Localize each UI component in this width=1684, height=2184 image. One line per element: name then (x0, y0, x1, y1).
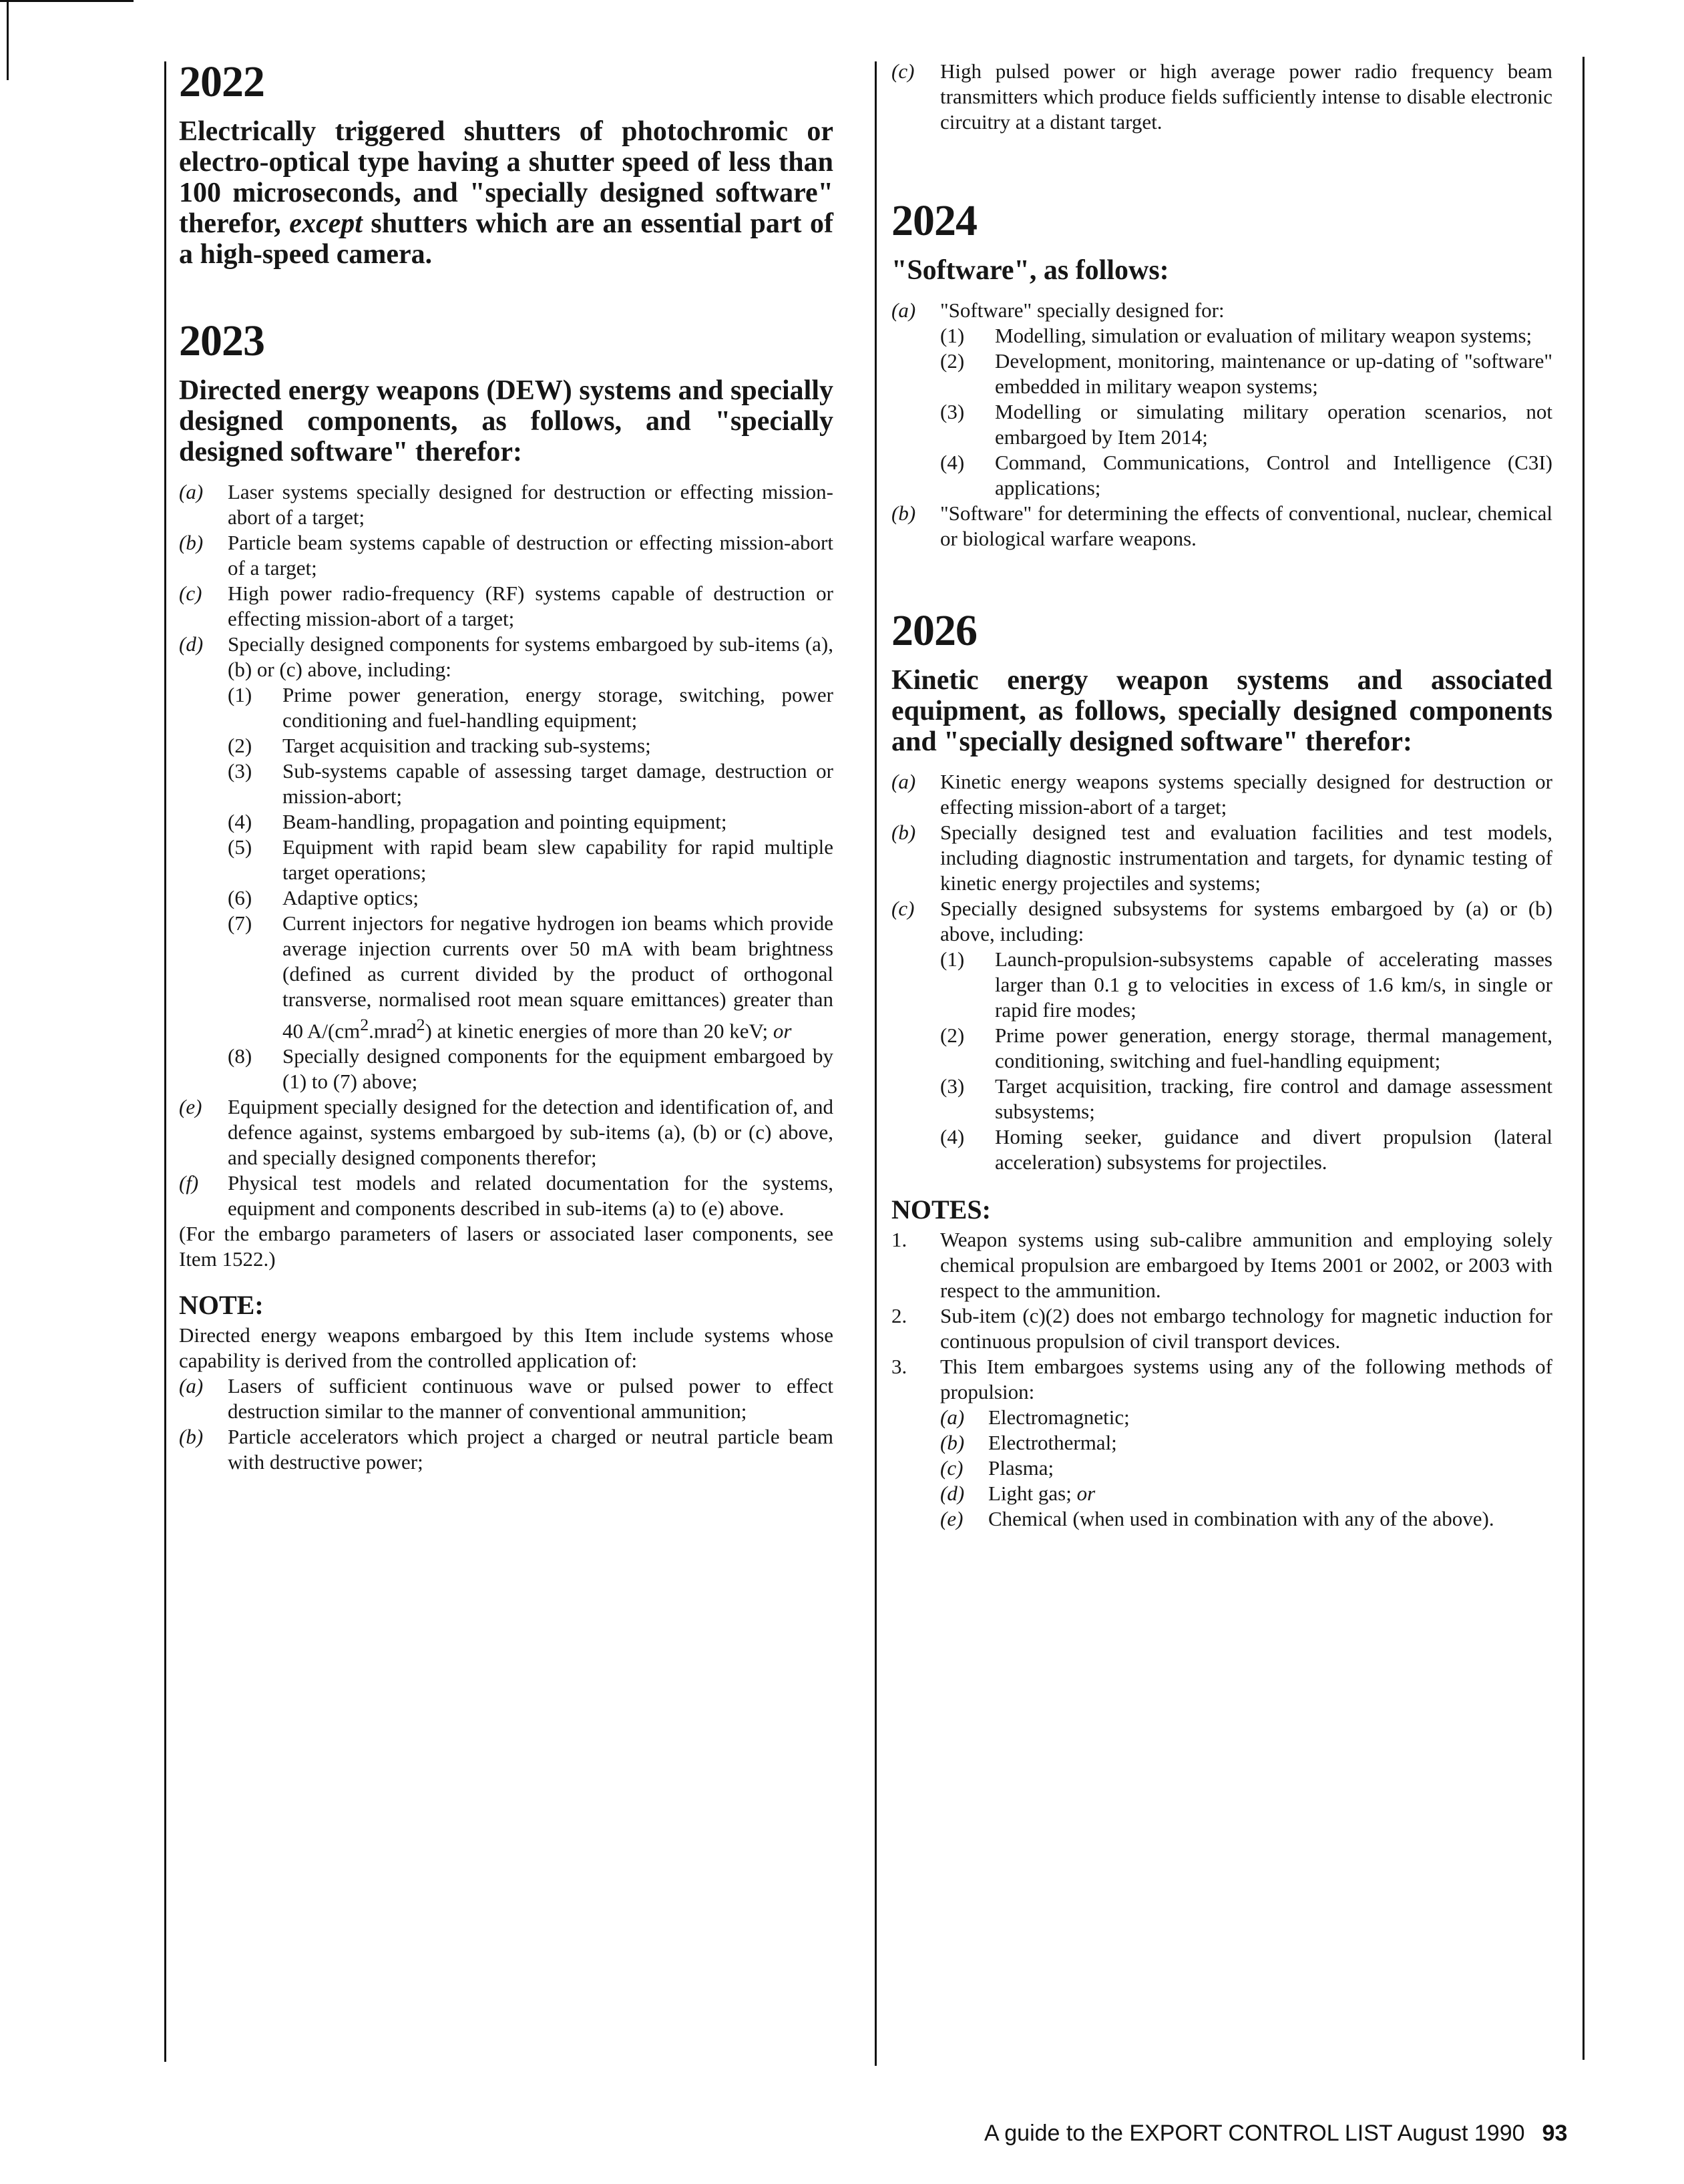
sub-list-item: (4) Command, Communications, Control and Intelligence (C3I) applications; (940, 451, 1552, 499)
section-2026 (891, 606, 1552, 1532)
list-item: (b) Specially designed test and evaluation facilities and test models, including diagnostic instrumentation and targets, for dynamic testing of kinetic energy projectiles and systems; (891, 821, 1552, 895)
note-item: (a) Lasers of sufficient continuous wave or pulsed power to effect destruction similar to the manner of conventional ammunition; (179, 1374, 833, 1424)
item-number: 2026 (891, 606, 977, 655)
list-item: (e) Equipment specially designed for the detection and identification of, and defence against, systems embargoed by sub-items (a), (b) or (c) above, and specially designed components therefor; (179, 1095, 833, 1170)
sub-list-item: (2) Development, monitoring, maintenance or up-dating of "software" embedded in military weapon systems; (940, 349, 1552, 398)
sub-list-item: (e) Chemical (when used in combination with any of the above). (940, 1507, 1494, 1530)
note-item: (c) High pulsed power or high average power radio frequency beam transmitters which produce fields sufficiently intense to disable electronic circuitry at a distant target. (891, 59, 1552, 134)
page-footer (984, 2121, 1567, 2147)
footer-title: A guide to the EXPORT CONTROL LIST August 1990 (984, 2121, 1525, 2146)
list-item: (c) High power radio-frequency (RF) systems capable of destruction or effecting mission-abort of a target; (179, 582, 833, 630)
sub-list-item: (b) Electrothermal; (940, 1431, 1117, 1454)
sub-list-item: (3) Target acquisition, tracking, fire control and damage assessment subsystems; (940, 1074, 1552, 1123)
item-heading: Electrically triggered shutters of photochromic or electro-optical type having a shutter speed of less than 100 microseconds, and "specially designed software" therefor, except shutters which are an essential part of a high-speed camera. (179, 116, 833, 270)
list-item: (b) "Software" for determining the effects of conventional, nuclear, chemical or biological warfare weapons. (891, 501, 1552, 550)
sub-list-item: (6) Adaptive optics; (228, 886, 419, 909)
list-item: (f) Physical test models and related documentation for the systems, equipment and components described in sub-items (a) to (e) above. (179, 1171, 833, 1221)
right-column-rule (1583, 57, 1585, 2060)
note-item: 1. Weapon systems using sub-calibre ammunition and employing solely chemical propulsion are embargoed by Items 2001 or 2002, or 2003 with respect to the ammunition. (891, 1228, 1552, 1302)
sub-list-item: (c) Plasma; (940, 1456, 1054, 1480)
sub-list-item: (3) Sub-systems capable of assessing target damage, destruction or mission-abort; (228, 759, 833, 808)
sub-list-item: (a) Electromagnetic; (940, 1405, 1130, 1429)
top-left-rule (0, 0, 134, 2)
list-item: (a) Laser systems specially designed for destruction or effecting mission-abort of a target; (179, 480, 833, 529)
page-number: 93 (1542, 2121, 1568, 2146)
notes-heading: NOTES: (891, 1194, 991, 1225)
item-number: 2024 (891, 196, 977, 245)
sub-list-item: (8) Specially designed components for the equipment embargoed by (1) to (7) above; (228, 1044, 833, 1094)
note-text: Directed energy weapons embargoed by this Item include systems whose capability is derived from the controlled application of: (179, 1323, 833, 1373)
right-column (891, 59, 1552, 1532)
sub-list-item: (4) Homing seeker, guidance and divert propulsion (lateral acceleration) subsystems for projectiles. (940, 1125, 1552, 1174)
note-item: 3. This Item embargoes systems using any of the following methods of propulsion: (891, 1355, 1552, 1403)
list-item: (a) Kinetic energy weapons systems specially designed for destruction or effecting mission-abort of a target; (891, 770, 1552, 819)
sub-list-item: (1) Modelling, simulation or evaluation of military weapon systems; (940, 324, 1532, 347)
center-column-rule (875, 61, 877, 2066)
sub-list-item: (7) Current injectors for negative hydrogen ion beams which provide average injection currents over 50 mA with beam brightness (defined as current divided by the product of orthogonal transverse, normalised root mean square emittances) greater than 40 $A/(cm^2.mrad^2)$ at kinetic energies of more than 20 keV; or (228, 911, 833, 1043)
sub-list-item: (2) Target acquisition and tracking sub-systems; (228, 734, 651, 757)
left-column-rule (164, 61, 166, 2062)
item-heading: Kinetic energy weapon systems and associated equipment, as follows, specially designed components and "specially designed software" therefor: (891, 665, 1552, 757)
list-item: (d) Specially designed components for systems embargoed by sub-items (a), (b) or (c) above, including: (179, 632, 833, 681)
footnote: (For the embargo parameters of lasers or associated laser components, see Item 1522.) (179, 1222, 833, 1271)
section-2022 (179, 57, 833, 270)
sub-list-item: (5) Equipment with rapid beam slew capability for rapid multiple target operations; (228, 835, 833, 884)
left-edge-rule (7, 0, 9, 80)
sub-list-item: (1) Launch-propulsion-subsystems capable of accelerating masses larger than 0.1 g to velocities in excess of 1.6 km/s, in single or rapid fire modes; (940, 947, 1552, 1022)
section-2023 (179, 316, 833, 1475)
section-2024 (891, 196, 1552, 552)
sub-list-item: (3) Modelling or simulating military operation scenarios, not embargoed by Item 2014; (940, 400, 1552, 449)
list-item: (b) Particle beam systems capable of destruction or effecting mission-abort of a target; (179, 531, 833, 580)
list-item: (c) Specially designed subsystems for systems embargoed by (a) or (b) above, including: (891, 897, 1552, 945)
item-heading: Directed energy weapons (DEW) systems and specially designed components, as follows, and "specially designed software" therefor: (179, 375, 833, 467)
note-heading: NOTE: (179, 1290, 264, 1321)
sub-list-item: (4) Beam-handling, propagation and pointing equipment; (228, 810, 727, 833)
left-column (179, 57, 833, 1475)
item-number: 2022 (179, 57, 264, 106)
list-item: (a) "Software" specially designed for: (891, 298, 1225, 322)
sub-list-item: (d) Light gas; or (940, 1482, 1096, 1505)
note-item: 2. Sub-item (c)(2) does not embargo technology for magnetic induction for continuous propulsion of civil transport devices. (891, 1304, 1552, 1353)
sub-list-item: (2) Prime power generation, energy storage, thermal management, conditioning, switching and fuel-handling equipment; (940, 1024, 1552, 1072)
sub-list-item: (1) Prime power generation, energy storage, switching, power conditioning and fuel-handling equipment; (228, 683, 833, 732)
item-number: 2023 (179, 316, 264, 365)
note-item: (b) Particle accelerators which project a charged or neutral particle beam with destructive power; (179, 1425, 833, 1474)
item-heading: "Software", as follows: (891, 255, 1169, 286)
